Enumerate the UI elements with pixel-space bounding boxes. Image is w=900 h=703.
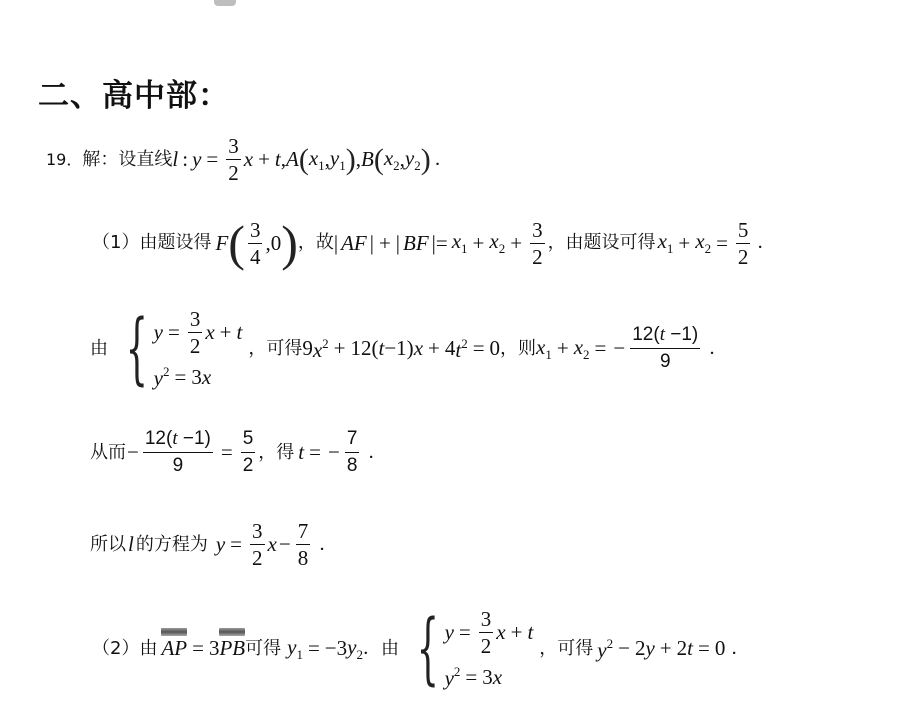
math-expression: =: [697, 636, 710, 660]
math-expression: +: [258, 147, 270, 171]
math-expression: −: [278, 532, 291, 556]
math-expression: |: [369, 230, 374, 255]
math-expression: |: [333, 230, 339, 255]
math-expression: +: [378, 230, 391, 255]
math-expression: +: [659, 636, 672, 660]
math-expression: BF: [403, 230, 429, 255]
math-expression: +: [472, 230, 485, 255]
math-fraction: $\frac{5}{2}$: [242, 428, 254, 476]
period: ．: [757, 232, 776, 253]
math-expression: ,: [324, 147, 330, 171]
math-expression: y: [192, 147, 202, 171]
math-expression: ): [420, 142, 431, 176]
math-expression: =: [192, 636, 204, 660]
math-expression: $y_2$: [404, 145, 421, 173]
math-expression: $y^2$: [597, 635, 614, 662]
equation-system: { y = $\frac{3}{2}$ x + t $y^2$ = 3 x: [125, 303, 243, 394]
math-expression: x: [243, 147, 254, 171]
math-expression: 2: [634, 636, 646, 660]
intro-text: 解：设直线: [82, 148, 173, 170]
math-expression: 4: [444, 336, 456, 360]
part2-label: （2）由: [92, 637, 158, 659]
math-fraction: $\frac{7}{8}$: [297, 519, 309, 570]
period: ．: [709, 337, 728, 359]
math-expression: ,0: [265, 230, 282, 255]
system-line: [90, 303, 728, 394]
math-expression: :: [182, 147, 189, 171]
gu-text: ，故: [297, 232, 334, 253]
math-expression: $x_1$: [451, 229, 468, 256]
math-expression: $t^2$: [455, 335, 468, 362]
math-expression: $x^2$: [312, 335, 329, 362]
suoyi-text: 所以: [90, 533, 126, 555]
math-expression: ): [345, 142, 356, 176]
math-expression: $x_2$: [383, 145, 400, 173]
period2-text: ．由: [362, 637, 399, 659]
math-expression: 3: [208, 636, 220, 660]
math-expression: $y_1$: [287, 634, 303, 662]
math-expression: AF: [341, 230, 367, 255]
from-given-text: ，由题设可得: [547, 232, 656, 253]
math-expression: =: [716, 230, 728, 255]
math-fraction: $\frac{7}{8}$: [346, 428, 358, 476]
math-expression: $x_1$: [308, 145, 325, 173]
solution-intro-line: [46, 135, 453, 184]
math-expression: y: [215, 532, 226, 556]
math-expression: −1): [384, 336, 414, 360]
brace-icon: {: [125, 303, 148, 394]
brace-icon: {: [416, 603, 439, 694]
math-expression: 2: [676, 636, 688, 660]
math-expression: x: [267, 532, 277, 556]
math-expression: (: [373, 142, 384, 176]
solve-t-line: [90, 428, 386, 477]
math-expression: =: [220, 440, 233, 464]
math-expression: $x_2$: [695, 229, 712, 256]
math-expression: (: [228, 215, 245, 271]
kede-text: ，可得: [248, 337, 303, 359]
math-fraction: $\frac{3}{4}$: [249, 217, 261, 269]
math-expression: y: [645, 636, 655, 660]
math-expression: +: [428, 336, 440, 360]
math-expression: ): [281, 215, 298, 271]
math-expression: 0: [489, 336, 501, 360]
vector-ap: AP: [161, 638, 187, 659]
math-expression: t: [687, 636, 693, 660]
math-expression: $x_2$: [489, 229, 506, 256]
math-expression: =: [594, 336, 607, 360]
math-expression: +: [510, 230, 523, 255]
period: ．: [319, 533, 338, 555]
vector-arrow-icon: [219, 628, 245, 636]
problem-number: 19．: [46, 149, 83, 169]
math-expression: −3: [324, 636, 348, 660]
math-expression: B: [360, 147, 374, 171]
kede2-text: 可得: [245, 637, 282, 659]
math-expression: ,: [355, 147, 361, 171]
math-expression: +: [333, 336, 346, 360]
de-text: ，得: [258, 441, 295, 463]
math-fraction: $\frac{3}{2}$: [228, 134, 239, 185]
math-fraction: $\frac{5}{2}$: [737, 217, 749, 269]
math-expression: =: [230, 532, 243, 556]
cropped-mark: [214, 0, 236, 6]
math-expression: (: [298, 142, 309, 176]
math-expression: A: [286, 147, 299, 171]
math-expression: ,: [280, 147, 286, 171]
kede3-text: ，可得: [539, 637, 594, 659]
math-fraction: $\frac{12(t -1)}{9}$: [632, 324, 699, 372]
math-expression: F: [215, 230, 229, 255]
math-expression: $y_2$: [347, 634, 363, 662]
math-expression: t: [274, 147, 281, 171]
math-expression: $x_1$: [657, 229, 674, 256]
math-expression: l: [128, 532, 134, 556]
part1-line: [92, 215, 776, 271]
you-text: 由: [90, 337, 108, 359]
fangcheng-text: 的方程为: [135, 533, 208, 555]
math-expression: −: [127, 440, 139, 464]
math-expression: +: [678, 230, 691, 255]
math-expression: −: [327, 440, 340, 464]
math-expression: $x_2$: [573, 334, 590, 362]
math-expression: $x_1$: [536, 334, 552, 362]
period: ．: [434, 148, 453, 170]
math-expression: 0: [714, 636, 726, 660]
congerr-text: 从而: [90, 441, 126, 463]
math-expression: =: [309, 440, 321, 464]
math-expression: =: [472, 336, 485, 360]
vector-arrow-icon: [161, 628, 187, 636]
math-expression: =: [206, 147, 219, 171]
math-expression: l: [172, 147, 179, 171]
math-expression: |: [395, 230, 400, 255]
math-expression: ,: [399, 147, 405, 171]
math-expression: t: [298, 440, 305, 464]
math-fraction: $\frac{3}{2}$: [532, 217, 543, 269]
math-expression: 12(: [350, 336, 379, 360]
math-expression: t: [378, 336, 385, 360]
period: ．: [368, 441, 387, 463]
section-title: 二、高中部：: [38, 78, 230, 114]
part2-line: [92, 603, 750, 694]
ze-text: ，则: [500, 337, 537, 359]
math-expression: |=: [431, 230, 448, 255]
math-expression: $y_1$: [329, 145, 346, 173]
math-expression: −: [613, 336, 626, 360]
math-expression: x: [413, 336, 424, 360]
math-expression: =: [307, 636, 320, 660]
math-expression: −: [618, 636, 630, 660]
math-expression: +: [556, 336, 569, 360]
line-equation-line: [90, 520, 337, 569]
math-expression: 9: [302, 336, 313, 360]
math-fraction: $\frac{12(t -1)}{9}$: [144, 428, 211, 476]
part1-label: （1）由题设得: [92, 232, 212, 253]
math-fraction: $\frac{3}{2}$: [252, 519, 263, 570]
equation-system: { y = $\frac{3}{2}$ x + t $y^2$ = 3 x: [416, 603, 534, 694]
vector-pb: PB: [219, 638, 245, 659]
period: ．: [731, 637, 750, 659]
